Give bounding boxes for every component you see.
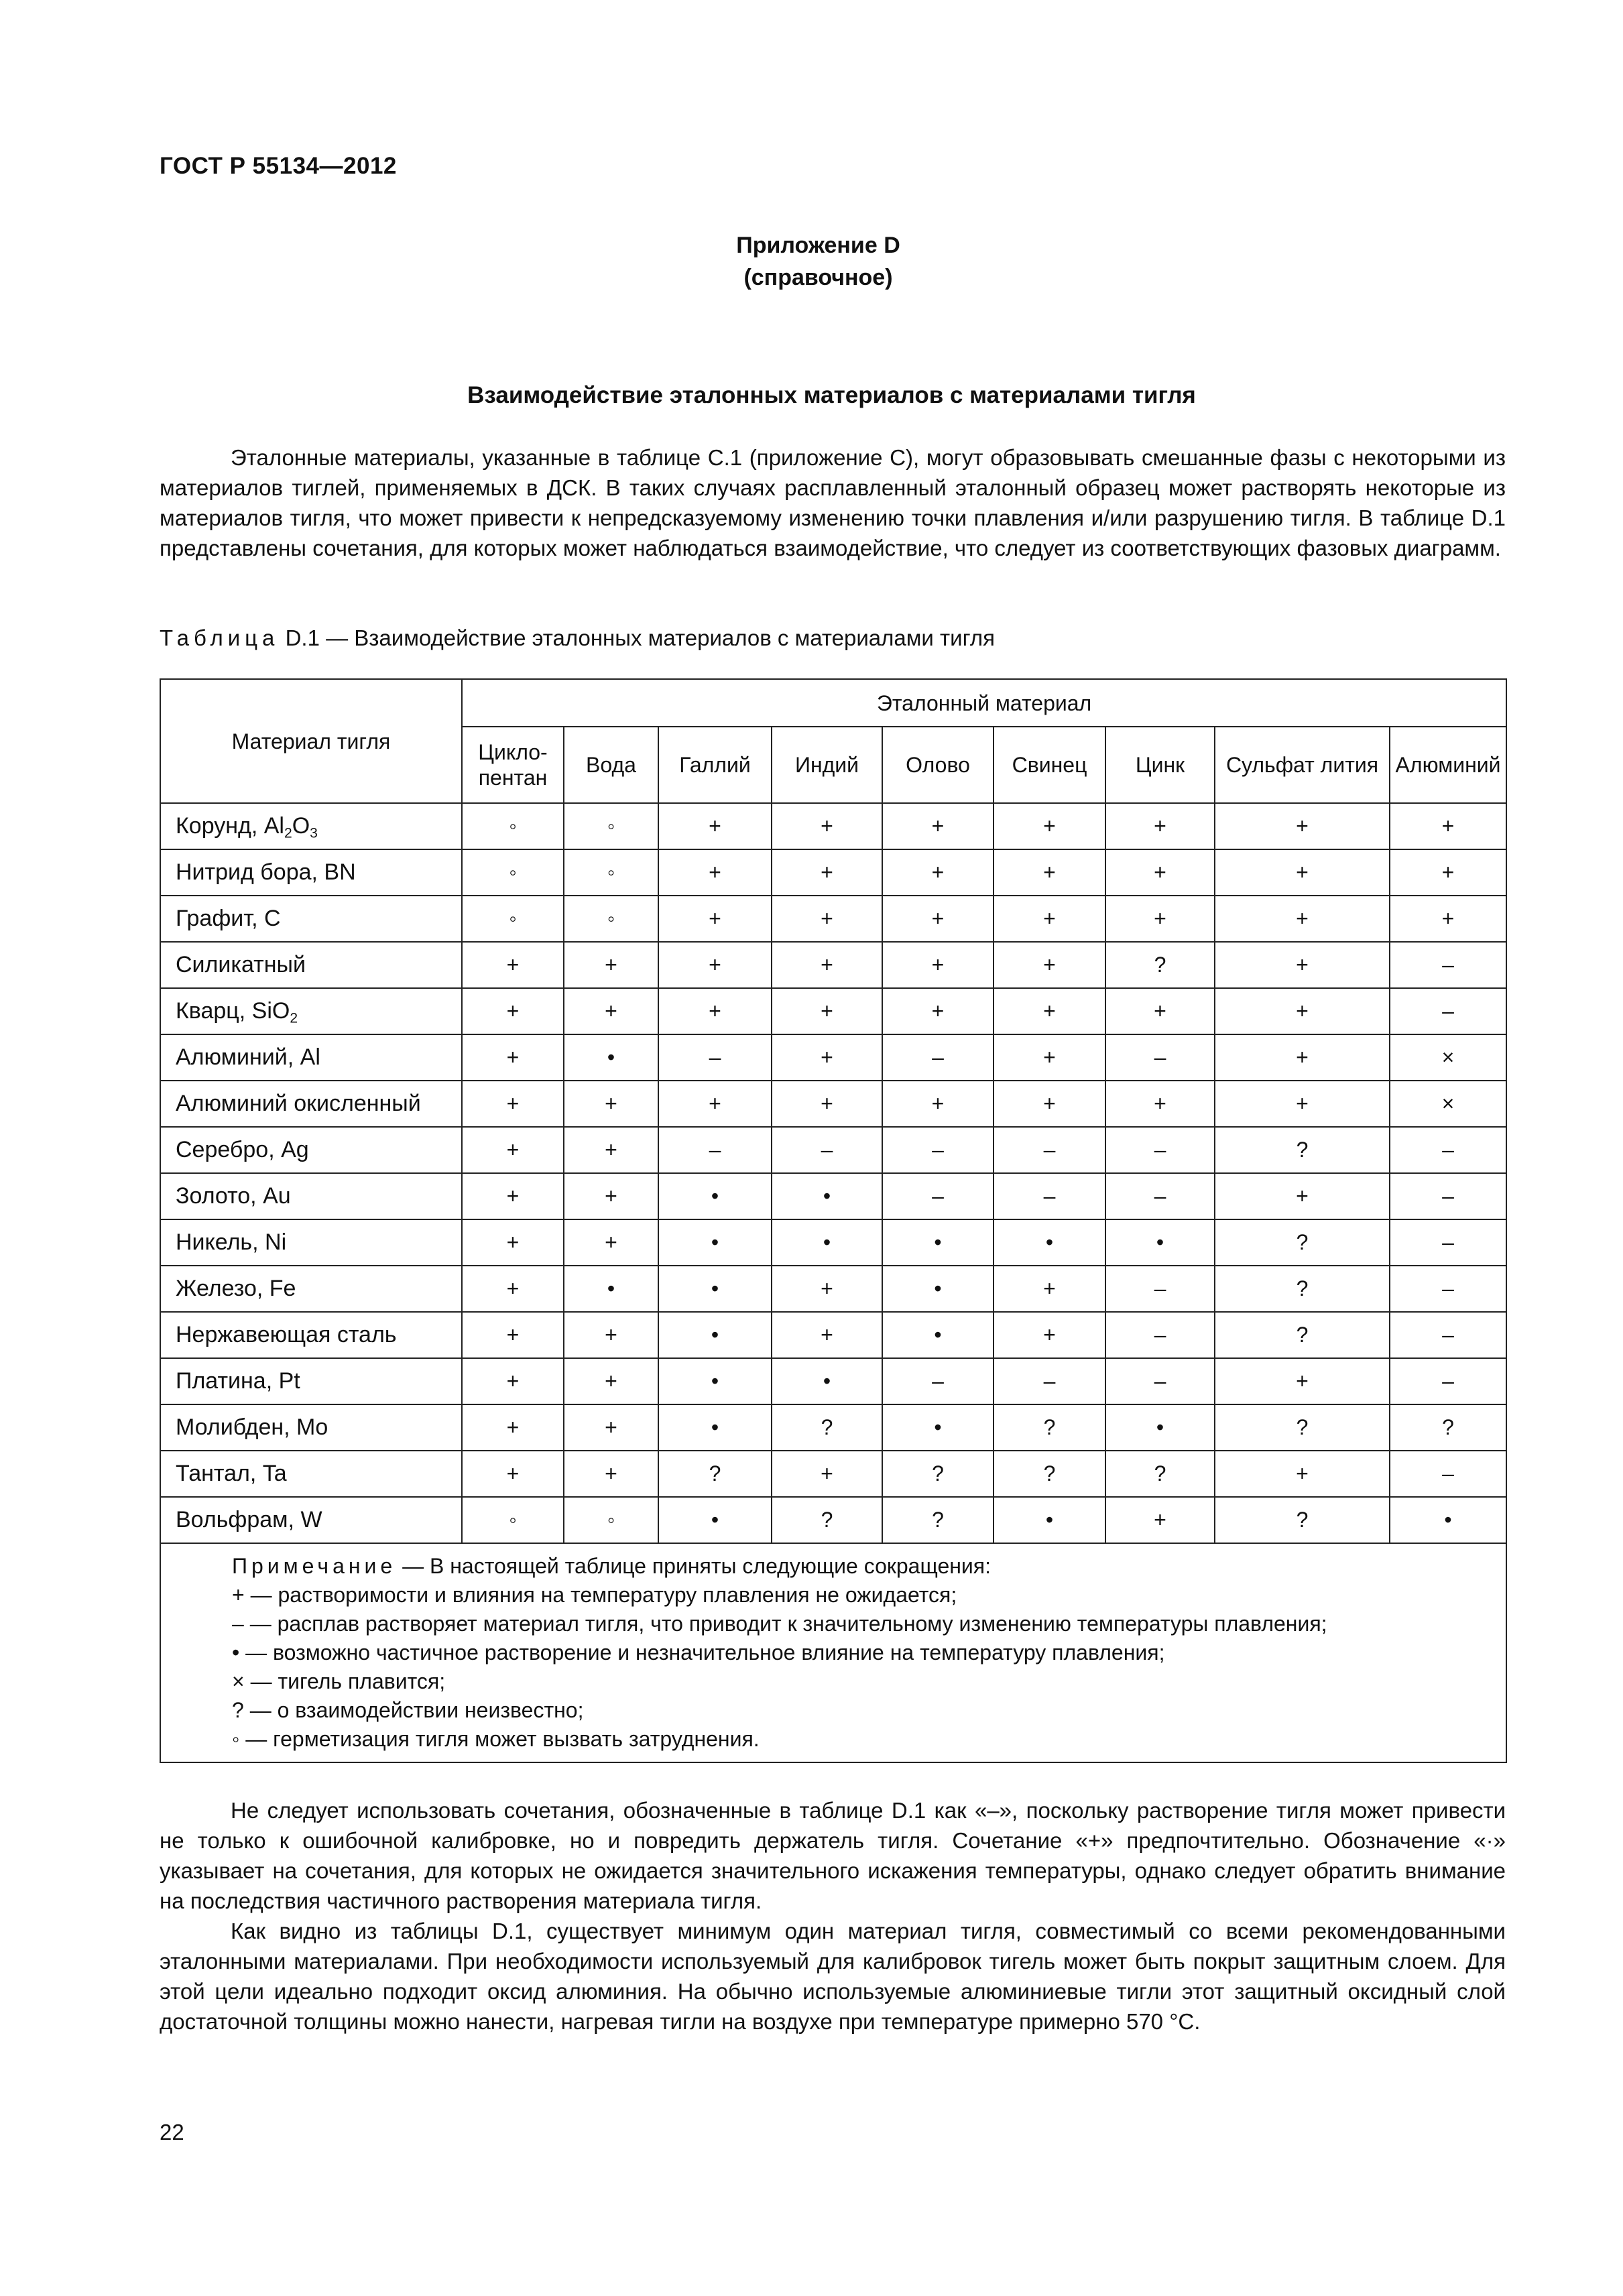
crucible-material-name	[160, 1451, 462, 1497]
table-cell: –	[1105, 1358, 1215, 1404]
material-name-text: Вольфрам, W	[176, 1507, 322, 1532]
crucible-material-name	[160, 1266, 462, 1312]
table-cell: –	[882, 1034, 994, 1081]
column-header: Сульфат лития	[1215, 727, 1390, 803]
table-row	[160, 1219, 1506, 1266]
closing-paragraph: Не следует использовать сочетания, обозначенные в таблице D.1 как «–», поскольку растворение тигля может привести не только к ошибочной калибровке, но и повредить держатель тигля. Сочетание «+» предпочтительно. Обозначение «·» указывает на сочетания, для которых не ожидается значительного искажения температуры, однако следует обратить внимание на последствия частичного растворения материала тигля.	[160, 1798, 1506, 1913]
table-cell: +	[772, 1451, 882, 1497]
table-row	[160, 1034, 1506, 1081]
table-cell: +	[462, 942, 564, 988]
note-heading	[232, 1552, 1506, 1581]
table-cell: +	[1390, 849, 1506, 896]
table-cell: +	[462, 1034, 564, 1081]
table-cell: +	[772, 803, 882, 849]
crucible-material-name	[160, 849, 462, 896]
table-cell: +	[462, 1404, 564, 1451]
table-cell: +	[462, 988, 564, 1034]
table-cell: +	[1105, 849, 1215, 896]
table-cell: +	[1105, 803, 1215, 849]
table-row	[160, 1266, 1506, 1312]
material-name-text: Платина, Pt	[176, 1368, 300, 1394]
material-name-text: Железо, Fe	[176, 1276, 296, 1301]
table-cell: +	[994, 1312, 1105, 1358]
table-cell: ?	[1215, 1497, 1390, 1543]
table-cell: •	[1105, 1404, 1215, 1451]
table-row	[160, 1173, 1506, 1219]
table-cell: +	[564, 988, 658, 1034]
table-cell: +	[1215, 1034, 1390, 1081]
table-cell: –	[1390, 1127, 1506, 1173]
table-cell: •	[658, 1497, 772, 1543]
table-cell: •	[1390, 1497, 1506, 1543]
table-cell: +	[772, 849, 882, 896]
material-name-text: Алюминий окисленный	[176, 1091, 421, 1116]
table-row	[160, 988, 1506, 1034]
note-line: ◦ — герметизация тигля может вызвать затруднения.	[232, 1727, 760, 1751]
table-cell: ◦	[564, 896, 658, 942]
material-name-text: Графит, С	[176, 906, 281, 931]
table-cell: ?	[1105, 1451, 1215, 1497]
table-cell: +	[1390, 803, 1506, 849]
table-cell: •	[564, 1034, 658, 1081]
table-row	[160, 849, 1506, 896]
table-cell: –	[994, 1358, 1105, 1404]
table-row	[160, 1312, 1506, 1358]
table-cell: ?	[772, 1404, 882, 1451]
table-cell: –	[1390, 988, 1506, 1034]
formula-part: 2	[290, 1010, 298, 1026]
closing-paragraph: Как видно из таблицы D.1, существует минимум один материал тигля, совместимый со всеми рекомендованными эталонными материалами. При необходимости используемый для калибровок тигель может быть покрыт защитным слоем. Для этой цели идеально подходит оксид алюминия. На обычно используемые алюминиевые тигли этот защитный оксидный слой достаточной толщины можно нанести, нагревая тигли на воздухе при температуре примерно 570 °C.	[160, 1919, 1506, 2034]
material-name-text: Алюминий, Al	[176, 1044, 320, 1070]
table-cell: ◦	[462, 849, 564, 896]
table-row	[160, 1358, 1506, 1404]
crucible-material-name	[160, 1312, 462, 1358]
material-name-text: Нитрид бора, BN	[176, 859, 356, 885]
table-cell: +	[658, 896, 772, 942]
table-cell: –	[1105, 1266, 1215, 1312]
table-cell: +	[1215, 1081, 1390, 1127]
table-cell: +	[994, 803, 1105, 849]
crucible-material-name	[160, 1497, 462, 1543]
table-cell: •	[882, 1219, 994, 1266]
material-name-text: Корунд, Al	[176, 813, 284, 839]
table-cell: •	[772, 1358, 882, 1404]
table-cell: +	[462, 1266, 564, 1312]
standard-code: ГОСТ Р 55134—2012	[160, 153, 397, 179]
table-cell: ?	[1390, 1404, 1506, 1451]
table-cell: +	[1215, 988, 1390, 1034]
material-name-text: Нержавеющая сталь	[176, 1322, 397, 1347]
table-cell: +	[882, 803, 994, 849]
crucible-material-name	[160, 896, 462, 942]
table-cell: ?	[1215, 1312, 1390, 1358]
table-cell: +	[772, 942, 882, 988]
table-cell: +	[1215, 942, 1390, 988]
closing-paragraphs	[160, 1795, 1506, 2037]
table-cell: •	[772, 1173, 882, 1219]
table-cell: ×	[1390, 1081, 1506, 1127]
table-cell: +	[658, 942, 772, 988]
table-cell: +	[994, 1266, 1105, 1312]
table-cell: ◦	[564, 849, 658, 896]
table-row	[160, 942, 1506, 988]
table-cell: +	[564, 1404, 658, 1451]
crucible-material-name	[160, 1404, 462, 1451]
table-cell: –	[882, 1358, 994, 1404]
table-cell: +	[658, 988, 772, 1034]
crucible-material-name	[160, 942, 462, 988]
table-cell: +	[772, 1266, 882, 1312]
table-cell: –	[658, 1034, 772, 1081]
table-cell: ◦	[564, 1497, 658, 1543]
material-name-text: Кварц, SiO	[176, 998, 290, 1024]
column-header: Индий	[772, 727, 882, 803]
table-cell: –	[1105, 1034, 1215, 1081]
table-cell: –	[1105, 1173, 1215, 1219]
table-cell: +	[772, 988, 882, 1034]
table-cell: •	[658, 1173, 772, 1219]
note-line: × — тигель плавится;	[232, 1669, 446, 1693]
table-caption-number: D.1	[285, 625, 320, 650]
table-cell: +	[1215, 849, 1390, 896]
table-cell: +	[1105, 988, 1215, 1034]
table-cell: +	[564, 1219, 658, 1266]
table-cell: ?	[994, 1451, 1105, 1497]
note-intro: — В настоящей таблице приняты следующие сокращения:	[396, 1554, 991, 1578]
table-cell: •	[772, 1219, 882, 1266]
table-cell: +	[994, 1081, 1105, 1127]
table-cell: –	[1390, 1173, 1506, 1219]
formula-part: 2	[284, 825, 292, 841]
table-cell: ?	[882, 1497, 994, 1543]
formula-part: O	[292, 813, 310, 839]
column-header: Вода	[564, 727, 658, 803]
table-cell: +	[882, 1081, 994, 1127]
table-row	[160, 1081, 1506, 1127]
table-cell: +	[564, 1358, 658, 1404]
crucible-material-name	[160, 1173, 462, 1219]
table-cell: •	[658, 1266, 772, 1312]
table-cell: ◦	[462, 896, 564, 942]
table-cell: +	[462, 1127, 564, 1173]
appendix-subtitle: (справочное)	[743, 265, 893, 290]
table-cell: +	[882, 988, 994, 1034]
table-cell: +	[564, 1173, 658, 1219]
table-cell: •	[882, 1266, 994, 1312]
header-crucible-material: Материал тигля	[160, 679, 462, 803]
note-label: Примечание	[232, 1554, 397, 1578]
page-number: 22	[160, 2120, 184, 2144]
table-cell: –	[772, 1127, 882, 1173]
appendix-title: Приложение D	[736, 233, 900, 258]
table-cell: +	[462, 1312, 564, 1358]
table-cell: +	[1215, 1358, 1390, 1404]
formula-part: 3	[310, 825, 318, 841]
table-cell: •	[658, 1219, 772, 1266]
table-cell: +	[564, 1451, 658, 1497]
table-cell: +	[994, 988, 1105, 1034]
table-cell: +	[994, 1034, 1105, 1081]
column-header: Свинец	[994, 727, 1105, 803]
table-cell: •	[882, 1312, 994, 1358]
table-cell: +	[882, 849, 994, 896]
table-cell: •	[658, 1312, 772, 1358]
table-cell: –	[1390, 1312, 1506, 1358]
table-cell: +	[564, 1081, 658, 1127]
table-cell: +	[772, 1312, 882, 1358]
table-row	[160, 1497, 1506, 1543]
table-caption-text: — Взаимодействие эталонных материалов с материалами тигля	[326, 625, 996, 650]
section-title: Взаимодействие эталонных материалов с материалами тигля	[467, 382, 1196, 408]
table-cell: +	[564, 942, 658, 988]
note-line: – — расплав растворяет материал тигля, что приводит к значительному изменению температуры плавления;	[232, 1612, 1327, 1636]
table-note	[160, 1543, 1506, 1762]
table-cell: +	[1105, 896, 1215, 942]
table-cell: +	[658, 849, 772, 896]
header-reference-material: Эталонный материал	[462, 679, 1506, 727]
table-cell: –	[994, 1173, 1105, 1219]
column-header: Цинк	[1105, 727, 1215, 803]
table-cell: –	[1105, 1312, 1215, 1358]
table-cell: ×	[1390, 1034, 1506, 1081]
table-cell: +	[1215, 1451, 1390, 1497]
table-cell: +	[1390, 896, 1506, 942]
table-cell: ◦	[564, 803, 658, 849]
column-header: Алюминий	[1390, 727, 1506, 803]
table-cell: +	[772, 896, 882, 942]
material-name-text: Тантал, Ta	[176, 1461, 287, 1486]
column-header: Цикло-пентан	[462, 727, 564, 803]
table-cell: +	[1105, 1497, 1215, 1543]
column-header: Олово	[882, 727, 994, 803]
intro-paragraph	[160, 442, 1506, 563]
table-cell: +	[658, 1081, 772, 1127]
table-cell: +	[882, 942, 994, 988]
table-cell: +	[462, 1358, 564, 1404]
table-cell: +	[564, 1312, 658, 1358]
table-cell: +	[462, 1451, 564, 1497]
table-cell: +	[462, 1219, 564, 1266]
table-cell: +	[1215, 803, 1390, 849]
table-cell: +	[658, 803, 772, 849]
table-cell: +	[462, 1081, 564, 1127]
table-cell: –	[1105, 1127, 1215, 1173]
table-row	[160, 803, 1506, 849]
table-cell: ?	[1105, 942, 1215, 988]
table-caption-label: Таблица	[160, 625, 280, 650]
table-cell: ?	[882, 1451, 994, 1497]
table-caption	[160, 625, 995, 651]
table-cell: +	[772, 1081, 882, 1127]
material-name-text: Силикатный	[176, 952, 306, 977]
table-cell: –	[1390, 1219, 1506, 1266]
table-cell: ?	[1215, 1404, 1390, 1451]
table-cell: ◦	[462, 1497, 564, 1543]
table-cell: –	[1390, 942, 1506, 988]
crucible-material-name	[160, 1081, 462, 1127]
crucible-material-name	[160, 1127, 462, 1173]
crucible-material-name	[160, 988, 462, 1034]
table-cell: –	[658, 1127, 772, 1173]
table-cell: +	[1215, 1173, 1390, 1219]
table-cell: •	[658, 1358, 772, 1404]
table-cell: +	[1215, 896, 1390, 942]
table-cell: ?	[1215, 1127, 1390, 1173]
table-cell: ?	[1215, 1219, 1390, 1266]
table-cell: ?	[772, 1497, 882, 1543]
table-cell: ?	[994, 1404, 1105, 1451]
table-cell: •	[994, 1219, 1105, 1266]
interaction-table	[160, 678, 1507, 1763]
table-row	[160, 1127, 1506, 1173]
material-name-text: Серебро, Ag	[176, 1137, 309, 1162]
column-header: Галлий	[658, 727, 772, 803]
table-row	[160, 896, 1506, 942]
table-cell: +	[1105, 1081, 1215, 1127]
appendix-heading	[0, 229, 1623, 294]
table-cell: –	[1390, 1358, 1506, 1404]
table-cell: +	[882, 896, 994, 942]
crucible-material-name	[160, 1219, 462, 1266]
table-cell: –	[994, 1127, 1105, 1173]
note-line: + — растворимости и влияния на температуру плавления не ожидается;	[232, 1583, 957, 1607]
table-cell: –	[882, 1127, 994, 1173]
table-cell: ◦	[462, 803, 564, 849]
material-name-text: Никель, Ni	[176, 1229, 287, 1255]
table-cell: •	[1105, 1219, 1215, 1266]
table-cell: •	[658, 1404, 772, 1451]
table-cell: +	[994, 896, 1105, 942]
crucible-material-name	[160, 1358, 462, 1404]
table-cell: +	[462, 1173, 564, 1219]
table-row	[160, 1404, 1506, 1451]
table-cell: –	[882, 1173, 994, 1219]
table-cell: •	[564, 1266, 658, 1312]
table-cell: ?	[658, 1451, 772, 1497]
table-cell: •	[882, 1404, 994, 1451]
note-line: ? — о взаимодействии неизвестно;	[232, 1698, 584, 1722]
table-cell: +	[994, 942, 1105, 988]
table-cell: –	[1390, 1266, 1506, 1312]
table-cell: +	[994, 849, 1105, 896]
table-row	[160, 1451, 1506, 1497]
table-cell: –	[1390, 1451, 1506, 1497]
table-cell: +	[564, 1127, 658, 1173]
table-cell: ?	[1215, 1266, 1390, 1312]
table-cell: •	[994, 1497, 1105, 1543]
note-line: • — возможно частичное растворение и незначительное влияние на температуру плавления;	[232, 1640, 1165, 1665]
crucible-material-name	[160, 803, 462, 849]
intro-paragraph-text: Эталонные материалы, указанные в таблице С.1 (приложение С), могут образовывать смешанные фазы с некоторыми из материалов тиглей, применяемых в ДСК. В таких случаях расплавленный эталонный образец может растворять некоторые из материалов тигля, что может привести к непредсказуемому изменению точки плавления и/или разрушению тигля. В таблице D.1 представлены сочетания, для которых может наблюдаться взаимодействие, что следует из соответствующих фазовых диаграмм.	[160, 445, 1506, 560]
table-cell: +	[772, 1034, 882, 1081]
material-name-text: Золото, Au	[176, 1183, 291, 1209]
material-name-text: Молибден, Mo	[176, 1414, 328, 1440]
crucible-material-name	[160, 1034, 462, 1081]
